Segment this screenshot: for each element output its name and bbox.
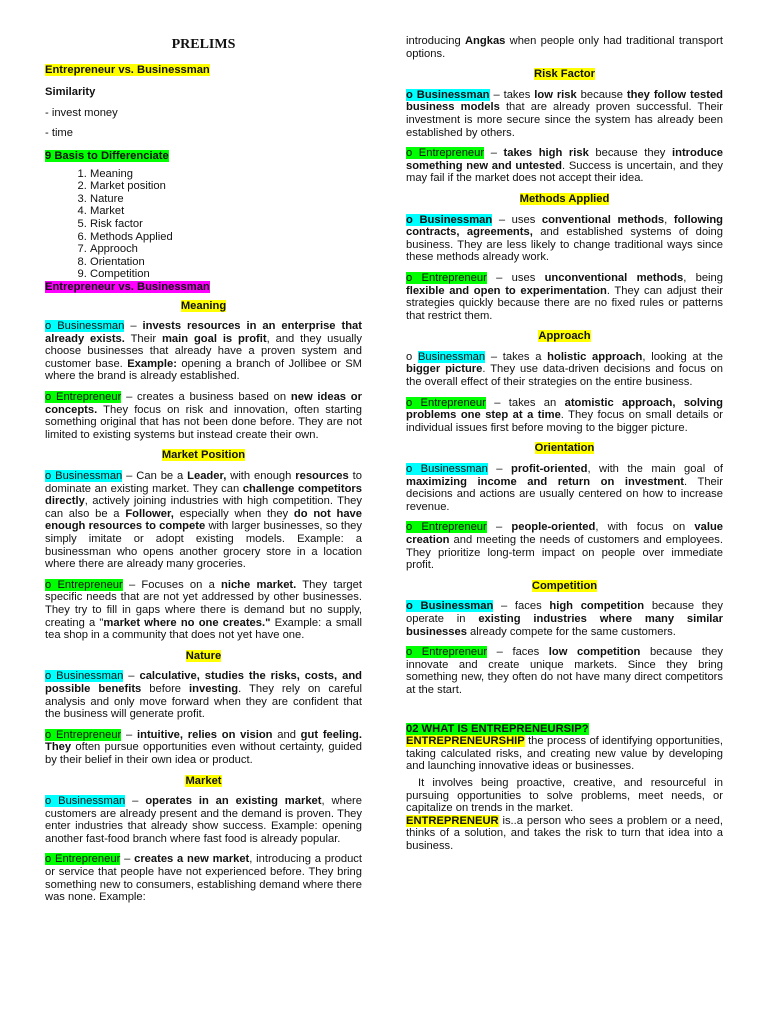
text-span: profit-oriented [510, 463, 588, 476]
list-item: 1. Meaning [90, 168, 362, 181]
text-span: – [484, 147, 504, 160]
text-span: Follower, [125, 507, 174, 520]
text-span: Market Position [161, 449, 246, 462]
list-item: 3. Nature [90, 193, 362, 206]
text-span: o Entrepreneur [45, 853, 121, 866]
text-span: o Businessman [406, 213, 493, 226]
text-span: They [45, 741, 72, 754]
text-span: o Businessman [406, 88, 490, 101]
risk-entrepreneur [406, 147, 723, 185]
text-span: , with focus on [595, 521, 695, 534]
text-span: and [272, 728, 301, 741]
text-span: o Businessman [45, 670, 124, 683]
text-span: o Businessman [45, 320, 125, 333]
text-span: people-oriented [511, 521, 596, 534]
text-span: – faces [493, 600, 550, 613]
text-span: Nature [185, 649, 222, 662]
text-span: , and they usually choose businesses that already have a proven system and customer base. [45, 332, 362, 370]
text-span: ENTREPRENEUR [406, 814, 499, 827]
text-span: they follow tested business models [406, 88, 724, 114]
text-span: – [121, 728, 138, 741]
text-span: , looking at the [642, 350, 723, 363]
competition-businessman [406, 600, 723, 638]
text-span: – [120, 853, 135, 866]
heading-entrepreneur-vs-businessman-2 [45, 281, 362, 294]
text-span: following contracts, agreements, [406, 213, 723, 239]
basis-list [45, 168, 362, 281]
text-span: because [576, 88, 627, 101]
text-span: Competition [531, 579, 598, 592]
methods-entrepreneur [406, 272, 723, 322]
basis-heading [45, 150, 362, 163]
nature-businessman [45, 670, 362, 720]
text-span: They focus on risk and innovation, often starting something original that has not been done before. They are not limited to existing systems but instead create their own. [45, 403, 362, 441]
market-businessman [45, 795, 362, 845]
text-span: o Entrepreneur [406, 271, 487, 284]
text-span: low competition [548, 646, 641, 659]
list-item: 6. Methods Applied [90, 231, 362, 244]
text-span: – takes an [485, 396, 565, 409]
text-span: calculative, studies the risks, costs, and possible benefits [45, 670, 362, 695]
text-span: bigger picture [406, 363, 483, 376]
left-column [45, 0, 362, 904]
methods-businessman [406, 214, 723, 264]
section-title-competition [406, 580, 723, 593]
text-span: flexible and open to experimentation [406, 284, 607, 297]
text-span: . They use data-driven decisions and focus on the overall effect of their strategies on the entire business. [406, 363, 723, 389]
section-title-nature [45, 650, 362, 663]
text-span: and meeting the needs of customers and employees. They prioritize long-term impact on people over immediate profit. [406, 534, 723, 572]
list-item: 5. Risk factor [90, 218, 362, 231]
list-item: 7. Approoch [90, 243, 362, 256]
text-span: – takes [489, 88, 535, 101]
text-span: Entrepreneur vs. Businessman [45, 280, 210, 293]
text-span: Orientation [534, 442, 595, 455]
text-span: 9 Basis to Differenciate [45, 149, 169, 162]
text-span: market where no one creates." [103, 616, 271, 629]
text-span: o Entrepreneur [45, 728, 122, 741]
text-span: o Entrepreneur [406, 646, 488, 659]
text-span: with larger businesses, so they simply imitate or adopt existing models. Example: a businessman who opens another grocery store in a location where there are already many groceries. [45, 520, 362, 571]
text-span: Entrepreneur vs. Businessman [45, 63, 210, 76]
approach-entrepreneur [406, 397, 723, 435]
text-span: , introducing a product or service that people have not experienced before. They bring something new to consumers, establishing demand where there was none. Example: [45, 853, 363, 904]
market-position-entrepreneur [45, 579, 362, 642]
text-span: – Focuses on a [122, 578, 222, 591]
section-title-risk-factor [406, 68, 723, 81]
entrepreneurship-definition [406, 735, 723, 773]
text-span: conventional methods [541, 213, 665, 226]
page-title: PRELIMS [171, 37, 236, 52]
market-position-businessman [45, 470, 362, 571]
text-span: maximizing income and return on investment [406, 475, 684, 488]
text-span: . They can adjust their strategies quickly because there are no fixed rules or patterns that restrict them. [406, 284, 723, 322]
list-item: 4. Market [90, 205, 362, 218]
text-span: atomistic approach, solving problems one step at a time [406, 396, 723, 422]
text-span: before [141, 682, 190, 695]
text-span: is..a person who sees a problem or a need, thinks of a solution, and takes the risk to turn that idea into a business. [406, 814, 723, 852]
section-title-market-position [45, 449, 362, 462]
text-span: low risk [534, 88, 577, 101]
text-span: o Businessman [45, 470, 123, 483]
competition-entrepreneur [406, 646, 723, 696]
list-item: 8. Orientation [90, 256, 362, 269]
text-span: 02 WHAT IS ENTREPRENEURSIP? [406, 722, 589, 735]
text-span: o Entrepreneur [406, 147, 485, 160]
text-span: Their [124, 332, 162, 345]
text-span: – [123, 670, 140, 683]
text-span: o [406, 350, 418, 363]
text-span: o Entrepreneur [45, 578, 123, 591]
text-span: – takes a [485, 350, 548, 363]
text-span: – faces [487, 646, 549, 659]
text-span: main goal is profit [161, 332, 267, 345]
text-span: holistic approach [547, 350, 643, 363]
text-span: – [125, 795, 146, 808]
text-span: because they innovate and create unique markets. Since they bring something new, they often do not have many direct competitors at the start. [406, 646, 723, 696]
text-span: , actively joining industries with high competition. They can also be a [45, 495, 362, 520]
text-span: Meaning [180, 299, 227, 312]
entrepreneurship-paragraph: It involves being proactive, creative, and resourceful in pursuing opportunities to solve problems, meet needs, or capitalize on trends in the market. [406, 776, 723, 815]
text-span: . They rely on careful analysis and only move forward when they are confident that the business will generate profit. [45, 682, 362, 721]
meaning-entrepreneur [45, 391, 362, 441]
text-span: Example: [127, 357, 177, 370]
text-span: creates a new market [134, 853, 250, 866]
text-span: – uses [492, 213, 542, 226]
text-span: – [486, 521, 512, 534]
text-span: o Businessman [45, 795, 126, 808]
text-span: resources [295, 470, 349, 483]
text-span: – Can be a [122, 470, 188, 483]
meaning-businessman [45, 320, 362, 383]
text-span: challenge competitors directly [45, 482, 362, 508]
text-span: o Entrepreneur [406, 521, 487, 534]
text-span: , where customers are already present and the demand is proven. They enter industries that already show success. Example: opening another fast-food branch where fast food is already popular. [45, 795, 362, 845]
list-item: 2. Market position [90, 180, 362, 193]
text-span: Leader, [187, 470, 227, 483]
text-span: , with the main goal of [587, 463, 723, 476]
text-span: , [664, 213, 674, 226]
text-span: the process of identifying opportunities, taking calculated risks, and creating new value by developing and launching innovative ideas or businesses. [406, 735, 723, 773]
text-span: ENTREPRENEURSHIP [406, 735, 525, 748]
text-span: – [124, 320, 143, 333]
text-span: intuitive, relies on vision [137, 728, 273, 741]
text-span: value creation [406, 521, 723, 546]
text-span: because they [588, 147, 672, 160]
approach-businessman [406, 351, 723, 389]
text-span: They target specific needs that are not yet addressed by other businesses. They try to fill in gaps where there is demand but no supply, creating a " [45, 578, 362, 629]
text-span: that are already proven successful. Their investment is more secure since the system has already been established by others. [406, 101, 723, 139]
section-title-meaning [45, 300, 362, 313]
text-span: o Entrepreneur [406, 396, 486, 409]
text-span: Similarity [45, 86, 96, 99]
text-span: Approach [538, 330, 591, 343]
risk-businessman [406, 89, 723, 139]
text-span: high competition [549, 600, 645, 613]
text-span: do not have enough resources to compete [45, 507, 363, 533]
section-title-orientation [406, 442, 723, 455]
text-span: o Businessman [406, 463, 488, 476]
section-title-approach [406, 330, 723, 343]
text-span: to dominate an existing market. They can [45, 470, 362, 495]
heading-what-is-entrepreneurship [406, 723, 723, 736]
text-span: niche market. [221, 578, 297, 591]
text-span: . They focus on small details or individual issues first before moving to the bigger picture. [406, 409, 723, 434]
text-span: o Entrepreneur [45, 391, 122, 404]
text-span: Angkas [464, 35, 506, 47]
text-span: – uses [486, 271, 545, 284]
text-span: gut feeling. [300, 728, 362, 741]
text-span: , being [683, 271, 723, 284]
text-span: introducing [406, 35, 465, 47]
text-span: with enough [226, 470, 296, 483]
heading-entrepreneur-vs-businessman [45, 64, 362, 77]
market-continued [406, 35, 723, 60]
text-span: Market [185, 774, 222, 787]
similarity-item: - time [45, 127, 73, 140]
text-span: o Businessman [406, 600, 494, 613]
text-span: often pursue opportunities even without certainty, guided by their belief in their own idea or product. [45, 741, 362, 766]
text-span: Methods Applied [519, 192, 610, 205]
section-title-market [45, 775, 362, 788]
text-span: new ideas or concepts. [45, 391, 362, 416]
text-span: Businessman [417, 350, 486, 363]
text-span: especially when they [173, 507, 294, 520]
text-span: . Success is uncertain, and they may fail if the market does not accept their idea. [406, 159, 724, 185]
similarity-label [45, 86, 362, 99]
right-column [406, 35, 723, 852]
text-span: existing industries where many similar businesses [406, 612, 723, 638]
text-span: because they operate in [406, 600, 723, 625]
text-span: invests resources in an enterprise that already exists. [45, 320, 362, 345]
text-span: Risk Factor [534, 68, 595, 81]
text-span: already compete for the same customers. [466, 625, 676, 638]
text-span: and established systems of doing business. They are less likely to change traditional ways since these methods already work. [406, 226, 723, 264]
text-span: – [487, 463, 511, 476]
section-title-methods-applied [406, 193, 723, 206]
orientation-businessman [406, 463, 723, 513]
text-span: . Their decisions and actions are usually centered on how to increase revenue. [406, 475, 723, 513]
text-span: opening a branch of Jollibee or SM where the brand is already established. [45, 357, 362, 383]
text-span: – creates a business based on [121, 391, 291, 404]
text-span: operates in an existing market [145, 795, 322, 808]
text-span: takes high risk [503, 147, 589, 160]
orientation-entrepreneur [406, 521, 723, 571]
similarity-item: - invest money [45, 106, 118, 119]
nature-entrepreneur [45, 729, 362, 767]
text-span: Example: a small tea shop in a community that does not yet have one. [45, 616, 362, 642]
market-entrepreneur [45, 853, 362, 903]
list-item: 9. Competition [90, 268, 362, 281]
entrepreneur-definition [406, 815, 723, 853]
text-span: unconventional methods [544, 271, 684, 284]
text-span: introduce something new and untested [406, 147, 723, 172]
text-span: when people only had traditional transport options. [406, 35, 723, 60]
text-span: investing [189, 682, 239, 695]
